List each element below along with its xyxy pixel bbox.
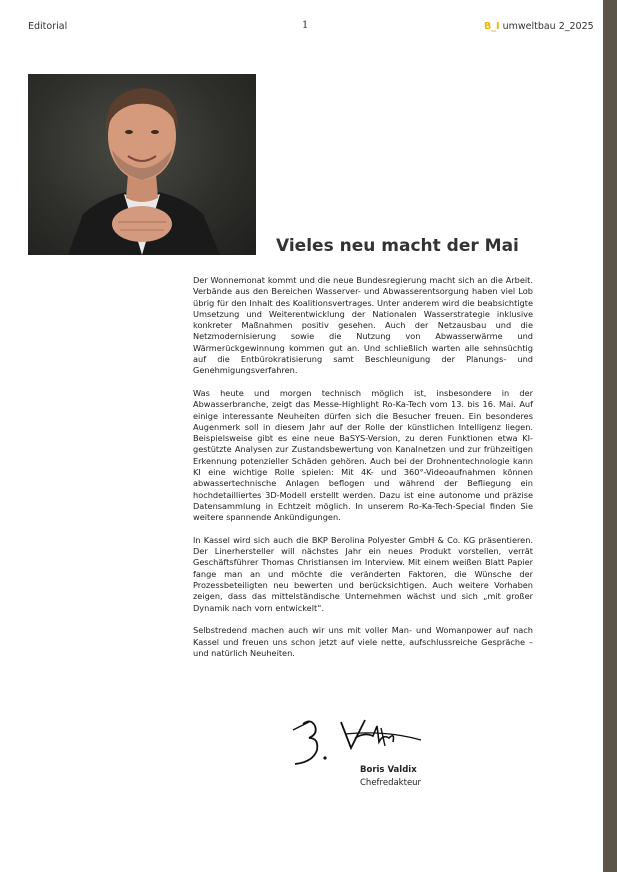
article-body [193, 275, 533, 670]
handwritten-signature [285, 712, 425, 770]
publication-name: umweltbau 2_2025 [502, 21, 594, 32]
section-label: Editorial [28, 21, 68, 32]
article-title: Vieles neu macht der Mai [276, 236, 519, 256]
page-edge-bar [603, 0, 617, 872]
paragraph: Selbstredend machen auch wir uns mit voller Man- und Womanpower auf nach Kassel und freuen uns schon jetzt auf viele nette, aufschlussreiche Gespräche – und natürlich Neuheiten. [193, 625, 533, 658]
paragraph: Der Wonnemonat kommt und die neue Bundesregierung macht sich an die Arbeit. Verbände aus den Bereichen Wasserver- und Abwasserentsorgung haben viel Lob übrig für den Inhalt des Koalitionsvertrages. Unter anderem wird die beabsichtigte Umsetzung und Weiterentwicklung der Nationalen Wasserstrategie inklusive konkreter Maßnahmen positiv gesehen. Auch der Netzausbau und die Netzmodernisierung sowie die Nutzung von Abwasserwärme und Wärmerückgewinnung kommen gut an. Und schließlich warten alle sehnsüchtig auf die Entbürokratisierung samt Beschleunigung der Planungs- und Genehmigungsverfahren. [193, 275, 533, 376]
paragraph: In Kassel wird sich auch die BKP Berolina Polyester GmbH & Co. KG präsentieren. Der Linerhersteller will nächstes Jahr ein neues Produkt vorstellen, verrät Geschäftsführer Thomas Christiansen im Interview. Mit einem weißen Blatt Papier fange man an und möchte die veränderten Faktoren, die Wünsche der Prozessbeteiligten neu bewerten und berücksichtigen. Auch weitere Vorhaben zeigen, dass das mittelständische Unternehmen wächst und sich „mit großer Dynamik nach vorn entwickelt“. [193, 534, 533, 613]
page-number: 1 [302, 20, 309, 31]
author-role: Chefredakteur [360, 778, 422, 788]
publication-header [484, 21, 594, 32]
brand-mark: B_I [484, 21, 500, 32]
editor-portrait-photo [28, 74, 256, 255]
author-name: Boris Valdix [360, 765, 417, 775]
paragraph: Was heute und morgen technisch möglich ist, insbesondere in der Abwasserbranche, zeigt das Messe-Highlight Ro-Ka-Tech vom 13. bis 16. Mai. Auf einige interessante Neuheiten dürfen sich die Besucher freuen. Ein besonderes Augenmerk soll in diesem Jahr auf der Rolle der künstlichen Intelligenz liegen. Beispielsweise gibt es eine neue BaSYS-Version, zu deren Funktionen etwa KI-gestützte Analysen zur Zustandsbewertung von Kanalnetzen und zur frühzeitigen Erkennung potenzieller Schäden gehören. Auch bei der Drohnentechnologie kann KI eine wichtige Rolle spielen: Mit 4K- und 360°-Videoaufnahmen können abwassertechnische Anlagen beflogen und während der Befliegung ein hochdetailliertes 3D-Modell erstellt werden. Dazu ist eine autonome und präzise Datensammlung in Echtzeit möglich. In unserem Ro-Ka-Tech-Special finden Sie weitere spannende Ankündigungen. [193, 387, 533, 523]
